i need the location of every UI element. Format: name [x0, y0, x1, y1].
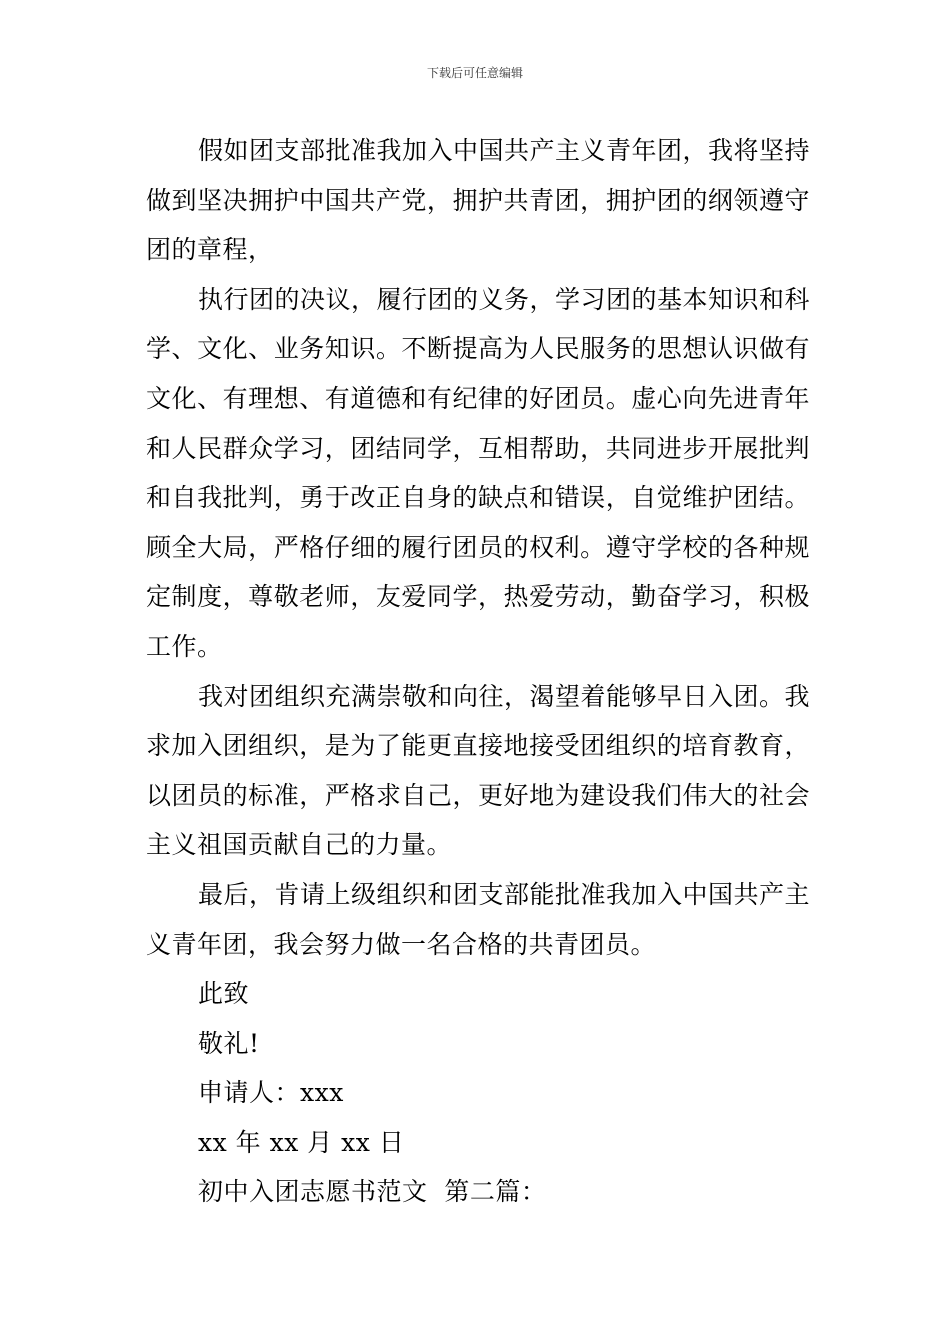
document-body [146, 126, 810, 1217]
paragraph-3: 我对团组织充满崇敬和向往，渴望着能够早日入团。我求加入团组织，是为了能更直接地接受团组织的培育教育，以团员的标准，严格求自己，更好地为建设我们伟大的社会主义祖国贡献自己的力量。 [146, 681, 811, 860]
salute-line: 敬礼! [198, 1028, 260, 1058]
paragraph-4: 最后，肯请上级组织和团支部能批准我加入中国共产主义青年团，我会努力做一名合格的共青团员。 [146, 879, 811, 959]
applicant-line: 申请人：xxx [198, 1078, 344, 1108]
header-note: 下载后可任意编辑 [426, 66, 523, 80]
paragraph-2: 执行团的决议，履行团的义务，学习团的基本知识和科学、文化、业务知识。不断提高为人民服务的思想认识做有文化、有理想、有道德和有纪律的好团员。虚心向先进青年和人民群众学习，团结同学，互相帮助，共同进步开展批判和自我批判，勇于改正自身的缺点和错误，自觉维护团结。顾全大局，严格仔细的履行团员的权利。遵守学校的各种规定制度，尊敬老师，友爱同学，热爱劳动，勤奋学习，积极工作。 [146, 284, 811, 661]
closing-line: 此致 [198, 979, 250, 1009]
date-line: xx 年 xx 月 xx 日 [198, 1127, 405, 1157]
next-section-heading: 初中入团志愿书范文 第二篇： [198, 1177, 547, 1207]
paragraph-1: 假如团支部批准我加入中国共产主义青年团，我将坚持做到坚决拥护中国共产党，拥护共青团，拥护团的纲领遵守团的章程， [146, 136, 811, 265]
